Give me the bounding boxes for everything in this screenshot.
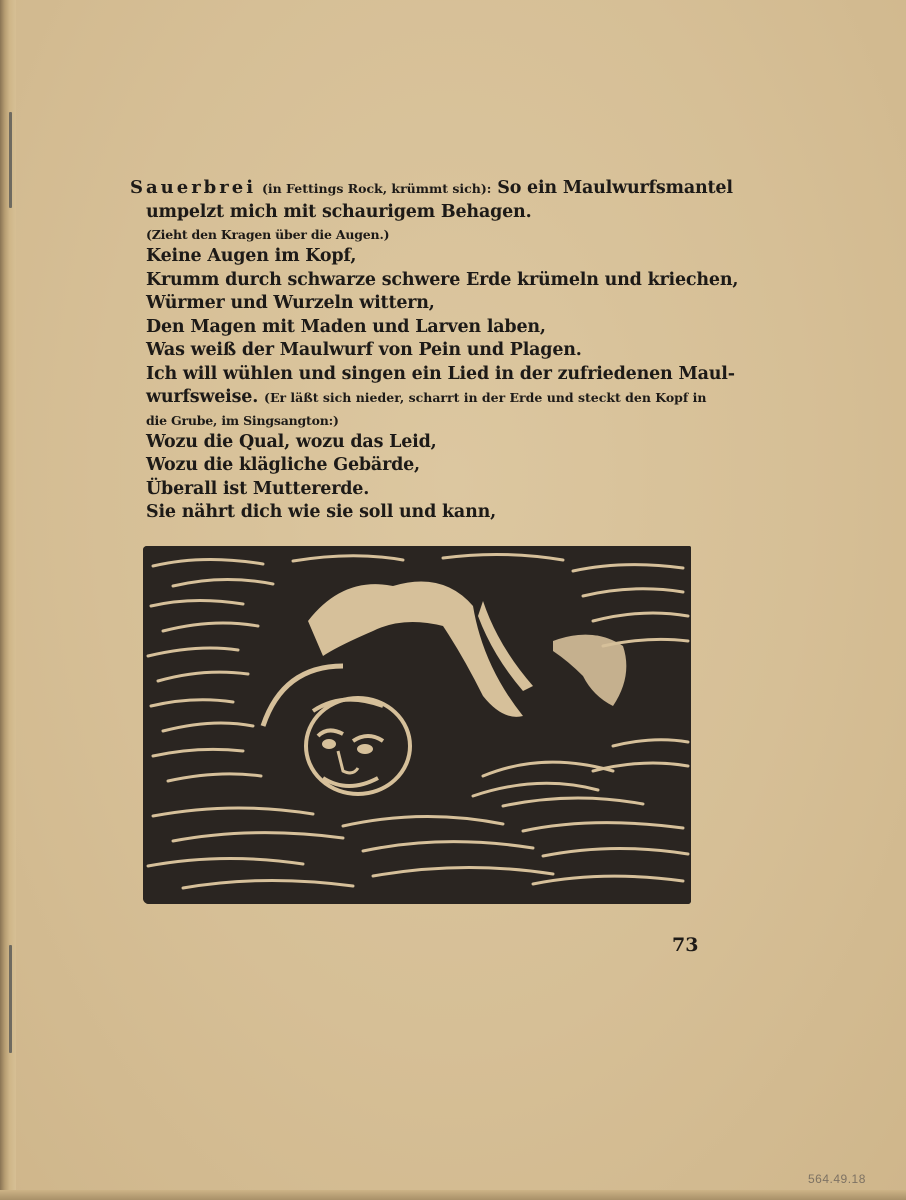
stage-direction-line: die Grube, im Singsangton:) [146, 412, 339, 428]
verse-line: umpelzt mich mit schaurigem Behagen. [146, 201, 532, 222]
verse-line: Sie nährt dich wie sie soll und kann, [146, 502, 497, 522]
stage-direction: (Er läßt sich nieder, scharrt in der Erde und steckt den Kopf in [264, 390, 707, 405]
play-text [130, 176, 739, 525]
text-line [130, 386, 710, 410]
verse-line: Krumm durch schwarze schwere Erde krümeln und kriechen, [146, 269, 739, 290]
binding-thread [9, 945, 12, 1053]
book-binding [0, 0, 16, 1200]
verse-line: Den Magen mit Maden und Larven laben, [146, 316, 546, 337]
verse-text: wurfsweise. [146, 387, 259, 407]
woodcut-image [143, 546, 691, 904]
speaker-name: Sauerbrei [130, 177, 257, 198]
verse-line: Ich will wühlen und singen ein Lied in der zufriedenen Maul- [146, 363, 735, 384]
woodcut-illustration [143, 546, 691, 904]
verse-line: Überall ist Muttererde. [146, 478, 370, 499]
verse-line: Keine Augen im Kopf, [146, 246, 357, 266]
verse-line: Würmer und Wurzeln wittern, [146, 293, 435, 313]
stage-direction-line: (Zieht den Kragen über die Augen.) [146, 227, 390, 242]
verse-line: Wozu die Qual, wozu das Leid, [146, 431, 437, 452]
accession-number: 564.49.18 [808, 1172, 866, 1186]
verse-line: Wozu die klägliche Gebärde, [146, 455, 420, 475]
binding-thread [9, 112, 12, 208]
stage-direction: (in Fettings Rock, krümmt sich): [261, 181, 492, 196]
page-bottom-edge [0, 1190, 906, 1200]
verse-line: Was weiß der Maulwurf von Pein und Plagen. [146, 340, 582, 360]
page-number: 73 [672, 934, 699, 956]
verse-text: So ein Maulwurfsmantel [497, 178, 733, 198]
text-line [130, 176, 733, 201]
